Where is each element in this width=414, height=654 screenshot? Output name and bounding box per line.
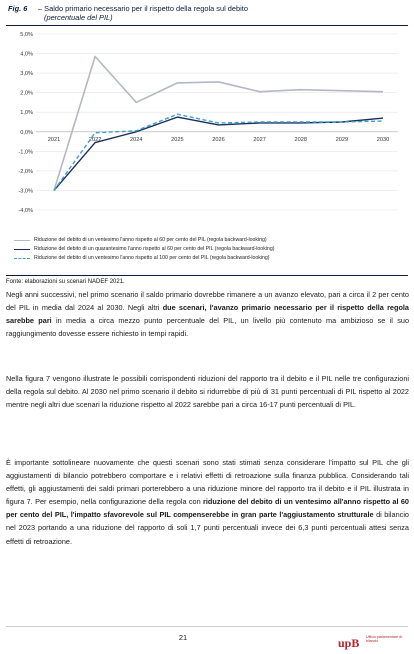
x-tick-label: 2024 (130, 136, 143, 143)
x-tick-label: 2025 (171, 136, 184, 143)
y-tick-label: -4,0% (18, 208, 33, 214)
legend-label: Riduzione del debito di un ventesimo l'anno rispetto al 100 per cento del PIL (regola backward-looking) (34, 255, 270, 261)
paragraph-3-segment-1: È importante sottolineare nuovamente che questi scenari sono stati stimati senza considerare l'impatto sul PIL che gli aggiustamenti di bilancio potrebbero comportare e i relativi effetti di retroazione sulla finanza pubblica. Considerando tali effetti, gli aggiustamenti dei saldi primari porterebbero a una riduzione minore del rapporto tra il debito e il PIL illustrata in figura 7. Per esempio, nella configurazione della regola con (6, 458, 409, 507)
y-tick-label: 5,0% (20, 32, 33, 38)
chart-legend (14, 237, 406, 264)
y-tick-label: -2,0% (18, 168, 33, 175)
paragraph-2 (6, 372, 409, 411)
figure-bottom-rule (6, 275, 408, 276)
chart-plot (6, 26, 408, 226)
legend-item-3 (14, 255, 406, 262)
y-tick-label: 0,0% (20, 129, 33, 136)
paragraph-1-segment-1: Negli anni successivi, nel primo scenario il saldo primario dovrebbe rimanere a un avanzo elevato, pari a circa il 2 per cento del PIL in media dal 2024 al 2030. Negli altri (6, 290, 409, 313)
x-tick-label: 2026 (212, 136, 225, 143)
figure-number: Fig. 6 (8, 4, 28, 13)
logo-text: Ufficio parlamentare di bilancio (366, 635, 402, 644)
paragraph-2-segment-1: Nella figura 7 vengono illustrate le possibili corrispondenti riduzioni del rapporto tra il debito e il PIL nelle tre configurazioni della regola sul debito. Al 2030 nel primo scenario il debito si ridurrebbe di più di 31 punti percentuali di PIL rispetto al 2022 mentre negli altri due scenari la riduzione rispetto al 2022 sarebbe pari a circa 16-17 punti percentuali di PIL. (6, 374, 409, 410)
legend-swatch (14, 240, 30, 241)
y-tick-label: 3,0% (20, 71, 33, 78)
paragraph-1-segment-3: in media a circa mezzo punto percentuale del PIL, un livello più contenuto ma ambizioso se il suo raggiungimento dovesse essere richiesto in tempi rapidi. (6, 316, 410, 339)
x-tick-label: 2030 (376, 136, 390, 143)
y-tick-label: 4,0% (20, 51, 33, 58)
x-tick-label: 2028 (294, 136, 307, 143)
page-number: 21 (178, 633, 188, 642)
x-tick-label: 2021 (47, 136, 61, 143)
y-tick-label: -1,0% (18, 149, 33, 156)
x-tick-label: 2029 (335, 136, 349, 143)
paragraph-1 (6, 288, 409, 340)
figure-caption (8, 4, 408, 22)
logo-mark: upB (338, 636, 360, 650)
y-tick-label: 2,0% (20, 90, 33, 97)
figure-source: Fonte: elaborazioni su scenari NADEF 2021. (6, 279, 125, 285)
footer-rule (6, 626, 408, 627)
paragraph-3-segment-3: di bilancio nel 2023 portando a una riduzione del rapporto di soli 1,7 punti percentuali invece dei 6,3 punti percentuali attesi senza effetti di retroazione. (6, 510, 409, 546)
upb-logo (338, 634, 402, 652)
paragraph-3 (6, 456, 409, 548)
legend-item-1 (14, 237, 406, 244)
figure-subtitle: (percentuale del PIL) (44, 13, 113, 22)
series-line-2 (54, 117, 383, 190)
legend-swatch (14, 258, 30, 259)
paragraph-3-segment-2: riduzione del debito di un ventesimo all'anno rispetto al 60 per cento del PIL, l'impatto sfavorevole sul PIL compenserebbe in gran parte l'aggiustamento strutturale (6, 497, 409, 520)
chart (6, 26, 408, 276)
y-tick-label: -3,0% (18, 188, 33, 195)
legend-label: Riduzione del debito di un quarantesimo l'anno rispetto al 60 per cento del PIL (regola backward-looking) (34, 246, 275, 252)
paragraph-1-segment-2: due scenari, l'avanzo primario necessario per il rispetto della regola sarebbe pari (6, 303, 409, 326)
x-tick-label: 2022 (88, 136, 102, 143)
figure-title: – Saldo primario necessario per il rispetto della regola sul debito (38, 4, 248, 13)
legend-swatch (14, 249, 30, 250)
legend-label: Riduzione del debito di un ventesimo l'anno rispetto al 60 per cento del PIL (regola backward-looking) (34, 237, 267, 243)
x-tick-label: 2027 (253, 136, 266, 143)
y-tick-label: 1,0% (20, 110, 33, 117)
legend-item-2 (14, 246, 406, 253)
